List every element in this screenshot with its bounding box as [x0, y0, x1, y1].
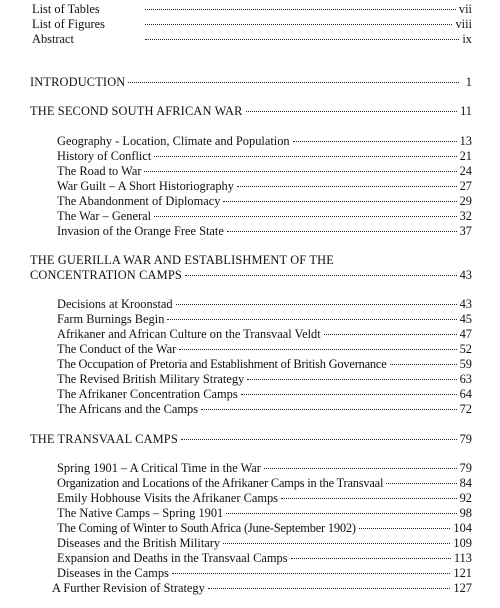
toc-entry[interactable] — [52, 581, 472, 595]
toc-section-introduction[interactable] — [30, 75, 472, 89]
toc-entry[interactable] — [57, 387, 472, 401]
toc-entry-title: Expansion and Deaths in the Transvaal Camps — [57, 551, 288, 565]
toc-entry-title: Diseases and the British Military — [57, 536, 221, 550]
dot-leader — [386, 483, 456, 484]
toc-entry-page: 104 — [453, 521, 472, 535]
toc-section-page: 79 — [459, 432, 472, 446]
toc-entry[interactable] — [57, 402, 472, 416]
toc-entry-page: viii — [455, 17, 472, 31]
toc-section-guerilla-war[interactable] — [30, 268, 472, 282]
toc-entry-page: 63 — [459, 372, 472, 386]
toc-entry-page: ix — [462, 32, 472, 46]
dot-leader — [145, 24, 452, 25]
dot-leader — [359, 528, 451, 529]
dot-leader — [154, 216, 457, 217]
toc-entry-title: The War – General — [57, 209, 152, 223]
toc-entry-list-of-tables[interactable] — [32, 2, 472, 16]
toc-entry[interactable] — [57, 476, 472, 490]
toc-entry[interactable] — [57, 209, 472, 223]
toc-entry[interactable] — [57, 342, 472, 356]
toc-entry[interactable] — [57, 536, 472, 550]
dot-leader — [227, 231, 457, 232]
toc-entry-title: Afrikaner and African Culture on the Transvaal Veldt — [57, 327, 321, 341]
dot-leader — [247, 379, 456, 380]
toc-entry[interactable] — [57, 149, 472, 163]
toc-entry-title: Abstract — [32, 32, 74, 46]
toc-entry[interactable] — [57, 327, 472, 341]
toc-entry-page: 127 — [453, 581, 472, 595]
toc-entry-page: 24 — [459, 164, 472, 178]
toc-section-title: THE TRANSVAAL CAMPS — [30, 432, 178, 446]
toc-entry-page: 21 — [459, 149, 472, 163]
toc-entry-page: 29 — [459, 194, 472, 208]
dot-leader — [264, 468, 457, 469]
dot-leader — [208, 588, 451, 589]
toc-section-title: INTRODUCTION — [30, 75, 126, 89]
toc-section-second-south-african-war[interactable] — [30, 104, 472, 118]
toc-entry-page: 72 — [459, 402, 472, 416]
dot-leader — [223, 201, 456, 202]
dot-leader — [201, 409, 457, 410]
toc-entry[interactable] — [57, 179, 472, 193]
dot-leader — [172, 573, 451, 574]
dot-leader — [246, 111, 457, 112]
toc-entry-title: Emily Hobhouse Visits the Afrikaner Camps — [57, 491, 279, 505]
toc-entry[interactable] — [57, 134, 472, 148]
toc-entry-title: The Native Camps – Spring 1901 — [57, 506, 224, 520]
toc-entry-page: 45 — [459, 312, 472, 326]
toc-entry-page: 13 — [459, 134, 472, 148]
toc-entry-title: Farm Burnings Begin — [57, 312, 165, 326]
toc-section-page: 43 — [459, 268, 472, 282]
toc-entry[interactable] — [57, 194, 472, 208]
toc-entry-title: Invasion of the Orange Free State — [57, 224, 224, 238]
dot-leader — [181, 439, 457, 440]
toc-entry[interactable] — [57, 551, 472, 565]
toc-entry-page: 37 — [459, 224, 472, 238]
toc-entry-page: 64 — [459, 387, 472, 401]
toc-entry[interactable] — [57, 461, 472, 475]
toc-entry-page: 109 — [453, 536, 472, 550]
dot-leader — [281, 498, 457, 499]
dot-leader — [241, 394, 457, 395]
dot-leader — [390, 364, 457, 365]
toc-section-guerilla-war-title[interactable] — [30, 253, 472, 267]
dot-leader — [293, 141, 457, 142]
toc-entry-page: 27 — [459, 179, 472, 193]
toc-entry-page: vii — [458, 2, 472, 16]
toc-entry-title: Organization and Locations of the Afrikaner Camps in the Transvaal — [57, 476, 384, 490]
toc-entry-page: 52 — [459, 342, 472, 356]
dot-leader — [223, 543, 450, 544]
toc-entry-page: 92 — [459, 491, 472, 505]
toc-entry-title: The Occupation of Pretoria and Establishment of British Governance — [57, 357, 387, 371]
toc-section-title: THE SECOND SOUTH AFRICAN WAR — [30, 104, 243, 118]
toc-entry-page: 47 — [459, 327, 472, 341]
toc-entry-title: A Further Revision of Strategy — [52, 581, 205, 595]
toc-entry-title: History of Conflict — [57, 149, 152, 163]
dot-leader — [176, 304, 457, 305]
toc-entry[interactable] — [57, 372, 472, 386]
dot-leader — [145, 39, 459, 40]
toc-entry[interactable] — [57, 164, 472, 178]
dot-leader — [237, 186, 457, 187]
toc-entry-title: List of Tables — [32, 2, 100, 16]
toc-entry-title: Diseases in the Camps — [57, 566, 169, 580]
dot-leader — [154, 156, 456, 157]
toc-entry-list-of-figures[interactable] — [32, 17, 472, 31]
toc-section-page: 1 — [465, 75, 472, 89]
toc-entry-page: 59 — [459, 357, 472, 371]
dot-leader — [179, 349, 456, 350]
toc-entry-page: 79 — [459, 461, 472, 475]
toc-entry-page: 98 — [459, 506, 472, 520]
toc-entry-page: 43 — [459, 297, 472, 311]
toc-entry-page: 32 — [459, 209, 472, 223]
toc-entry[interactable] — [57, 521, 472, 535]
toc-entry[interactable] — [57, 224, 472, 238]
toc-entry[interactable] — [57, 312, 472, 326]
dot-leader — [291, 558, 451, 559]
toc-entry-page: 84 — [459, 476, 472, 490]
toc-entry[interactable] — [57, 491, 472, 505]
toc-entry-title: Decisions at Kroonstad — [57, 297, 173, 311]
toc-entry[interactable] — [57, 297, 472, 311]
toc-entry-title: The Abandonment of Diplomacy — [57, 194, 221, 208]
toc-entry[interactable] — [57, 506, 472, 520]
dot-leader — [226, 513, 456, 514]
toc-entry-title: The Conduct of the War — [57, 342, 177, 356]
toc-entry[interactable] — [57, 357, 472, 371]
toc-entry-title: The Africans and the Camps — [57, 402, 199, 416]
dot-leader — [324, 334, 457, 335]
toc-entry-title: War Guilt – A Short Historiography — [57, 179, 234, 193]
dot-leader — [185, 275, 457, 276]
toc-entry-title: The Coming of Winter to South Africa (June-September 1902) — [57, 521, 356, 535]
toc-entry-title: Spring 1901 – A Critical Time in the War — [57, 461, 261, 475]
toc-entry-abstract[interactable] — [32, 32, 472, 46]
toc-entry[interactable] — [57, 566, 472, 580]
toc-entry-title: The Revised British Military Strategy — [57, 372, 245, 386]
toc-section-title: THE GUERILLA WAR AND ESTABLISHMENT OF THE — [30, 253, 334, 267]
toc-entry-page: 121 — [453, 566, 472, 580]
toc-section-page: 11 — [460, 104, 472, 118]
toc-entry-title: Geography - Location, Climate and Population — [57, 134, 290, 148]
toc-entry-title: List of Figures — [32, 17, 105, 31]
toc-entry-page: 113 — [453, 551, 472, 565]
toc-section-title: CONCENTRATION CAMPS — [30, 268, 182, 282]
dot-leader — [167, 319, 456, 320]
dot-leader — [145, 9, 456, 10]
toc-entry-title: The Afrikaner Concentration Camps — [57, 387, 238, 401]
toc-entry-title: The Road to War — [57, 164, 142, 178]
toc-section-transvaal-camps[interactable] — [30, 432, 472, 446]
dot-leader — [144, 171, 456, 172]
dot-leader — [128, 82, 459, 83]
